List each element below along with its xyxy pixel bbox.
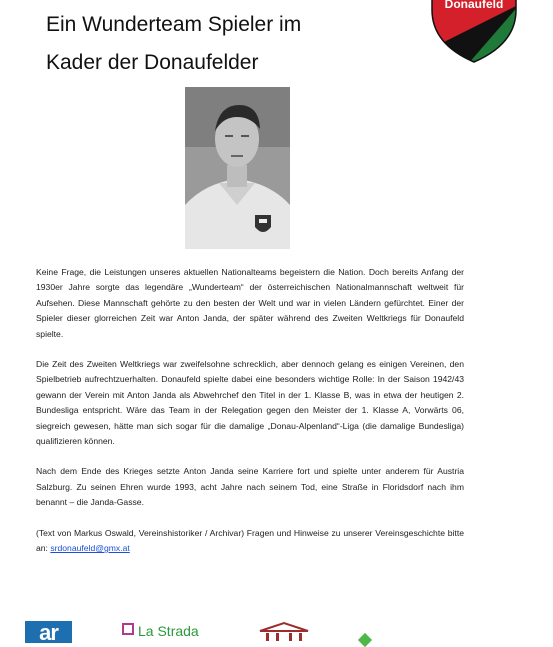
crest-text: Donaufeld — [444, 0, 504, 11]
sponsor-logo-la-strada — [122, 623, 199, 639]
la-strada-icon — [122, 623, 134, 635]
la-strada-label: La Strada — [138, 623, 199, 639]
title-line-2: Kader der Donaufelder — [46, 51, 259, 74]
title-line-1: Ein Wunderteam Spieler im — [46, 13, 302, 36]
article-paragraph-3: Nach dem Ende des Krieges setzte Anton Janda seine Karriere fort und spielte unter anderem für Austria Salzburg. Zu seinen Ehren wurde 1993, acht Jahre nach seinem Tod, eine Straße in Floridsdorf nach ihm benannt – die Janda-Gasse. — [36, 466, 464, 508]
club-crest-logo — [428, 0, 520, 64]
article-paragraph-2: Die Zeit des Zweiten Weltkriegs war zweifelsohne schrecklich, aber dennoch gelang es einigen Vereinen, den Spielbetrieb aufrechtzuerhalten. Donaufeld spielte dabei eine besonders wichtige Rolle: In der Saison 1942/43 gewann der Verein mit Anton Janda als Abwehrchef den Titel in der 1. Klasse B, was in etwa der heutigen 2. Bundesliga entspricht. Wäre das Team in der Relegation gegen den Meister der 1. Klasse A, Vorwärts 06, siegreich gewesen, hätte man sich sogar für die damalige „Donau-Alpenland“-Liga (die damalige Bundesliga) qualifizieren können. — [36, 359, 464, 447]
player-photo — [185, 87, 290, 249]
article-body — [36, 265, 464, 557]
sponsor-logo-ar: ar — [25, 621, 72, 643]
contact-text: (Text von Markus Oswald, Vereinshistoriker / Archivar) Fragen und Hinweise zu unserer Vereinsgeschichte bitte an: — [36, 527, 464, 554]
article-paragraph-1: Keine Frage, die Leistungen unseres aktuellen Nationalteams begeistern die Nation. Doch bereits Anfang der 1930er Jahre sorgte das legendäre „Wunderteam“ der österreichischen Nationalmannschaft weltweit für Aufsehen. Diese Mannschaft gehörte zu den besten der Welt und war in vielen Ländern gefürchtet. Einer der Spieler dieser glorreichen Zeit war Anton Janda, der später während des Zweiten Weltkriegs für Donaufeld spielte. — [36, 267, 464, 339]
contact-email-link[interactable]: srdonaufeld@gmx.at — [50, 543, 130, 554]
page-title — [46, 6, 301, 82]
sponsor-logos — [0, 615, 553, 645]
temple-logo-icon — [258, 621, 310, 641]
article-paragraph-4 — [36, 526, 464, 557]
